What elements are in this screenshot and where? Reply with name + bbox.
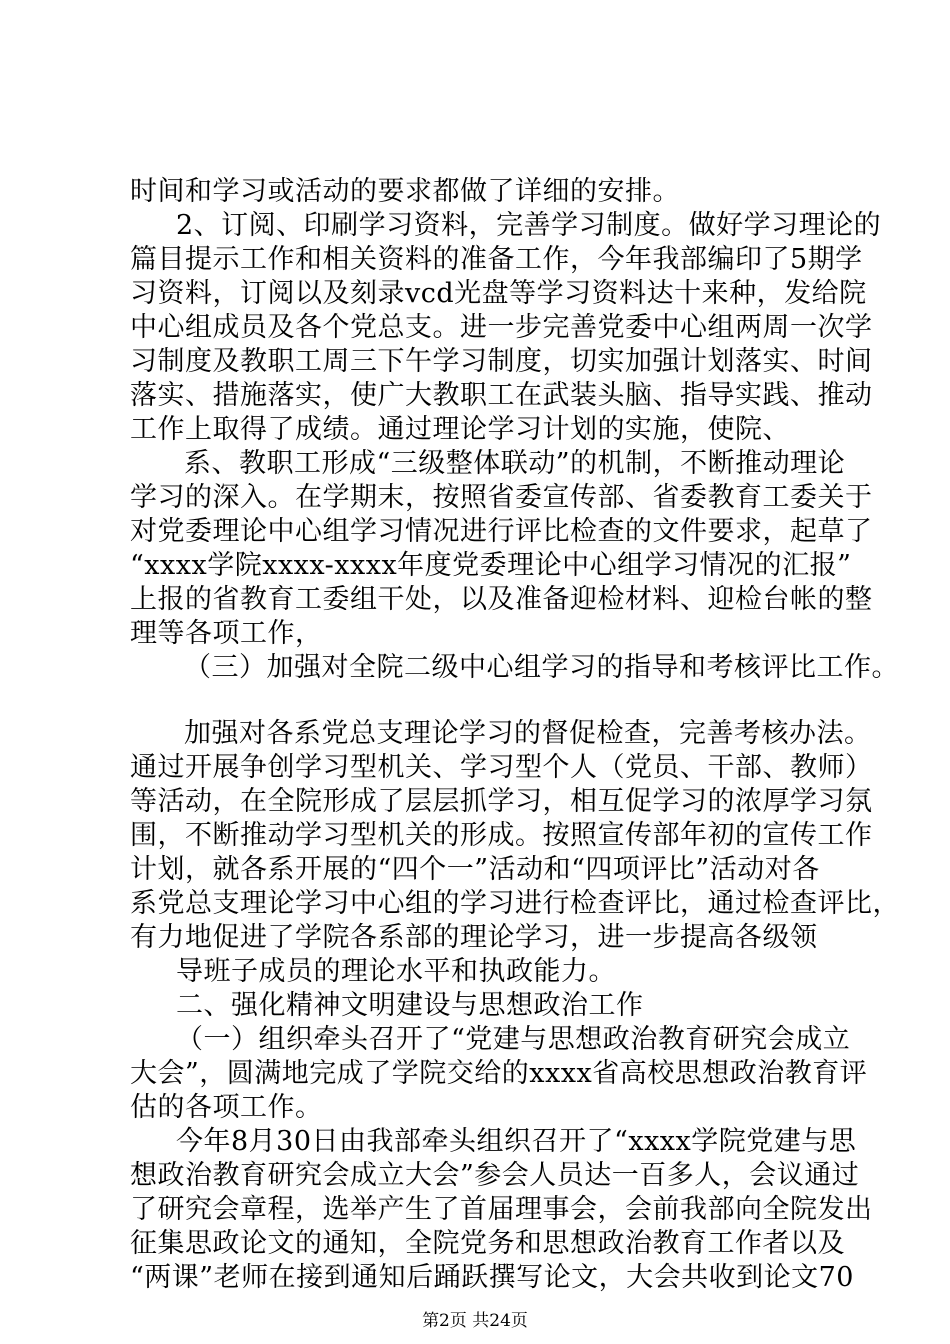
text-line: 等活动，在全院形成了层层抓学习，相互促学习的浓厚学习氛 xyxy=(130,786,873,817)
text-line: 时间和学习或活动的要求都做了详细的安排。 xyxy=(130,176,680,207)
text-line: 2、订阅、印刷学习资料，完善学习制度。做好学习理论的 xyxy=(176,210,882,241)
text-line: 系党总支理论学习中心组的学习进行检查评比，通过检查评比， xyxy=(130,888,900,919)
text-line: 今年8月30日由我部牵头组织召开了“xxxx学院党建与思 xyxy=(176,1126,857,1157)
text-line: 中心组成员及各个党总支。进一步完善党委中心组两周一次学 xyxy=(130,312,873,343)
text-line: 大会”，圆满地完成了学院交给的xxxx省高校思想政治教育评 xyxy=(130,1058,868,1089)
text-line: 征集思政论文的通知，全院党务和思想政治教育工作者以及 xyxy=(130,1228,845,1259)
text-line: 学习的深入。在学期末，按照省委宣传部、省委教育工委关于 xyxy=(130,482,873,513)
text-line: 了研究会章程，选举产生了首届理事会，会前我部向全院发出 xyxy=(130,1194,873,1225)
text-line: “两课”老师在接到通知后踊跃撰写论文，大会共收到论文70 xyxy=(130,1262,854,1293)
text-line: 有力地促进了学院各系部的理论学习，进一步提高各级领 xyxy=(130,922,818,953)
text-line: “xxxx学院xxxx-xxxx年度党委理论中心组学习情况的汇报” xyxy=(130,550,852,581)
text-line: 落实、措施落实，使广大教职工在武装头脑、指导实践、推动 xyxy=(130,380,873,411)
page-number-footer: 第2页 共24页 xyxy=(422,1311,528,1331)
text-line: 篇目提示工作和相关资料的准备工作，今年我部编印了5期学 xyxy=(130,244,863,275)
text-line: 理等各项工作， xyxy=(130,618,323,649)
text-line: 导班子成员的理论水平和执政能力。 xyxy=(176,956,616,987)
text-line: 习资料，订阅以及刻录vcd光盘等学习资料达十来种，发给院 xyxy=(130,278,867,309)
text-line: 工作上取得了成绩。通过理论学习计划的实施，使院、 xyxy=(130,414,790,445)
text-line: 想政治教育研究会成立大会”参会人员达一百多人，会议通过 xyxy=(130,1160,860,1191)
section-heading: （三）加强对全院二级中心组学习的指导和考核评比工作。 xyxy=(184,652,899,683)
text-line: 上报的省教育工委组干处，以及准备迎检材料、迎检台帐的整 xyxy=(130,584,873,615)
text-line: 加强对各系党总支理论学习的督促检查，完善考核办法。 xyxy=(184,718,872,749)
text-line: 系、教职工形成“三级整体联动”的机制，不断推动理论 xyxy=(184,448,846,479)
text-line: 计划，就各系开展的“四个一”活动和“四项评比”活动对各 xyxy=(130,854,820,885)
text-line: 通过开展争创学习型机关、学习型个人（党员、干部、教师） xyxy=(130,752,873,783)
subsection-heading: （一）组织牵头召开了“党建与思想政治教育研究会成立 xyxy=(176,1024,851,1055)
text-line: 估的各项工作。 xyxy=(130,1092,323,1123)
section-heading: 二、强化精神文明建设与思想政治工作 xyxy=(176,990,644,1021)
text-line: 习制度及教职工周三下午学习制度，切实加强计划落实、时间 xyxy=(130,346,873,377)
text-line: 围，不断推动学习型机关的形成。按照宣传部年初的宣传工作 xyxy=(130,820,873,851)
text-line: 对党委理论中心组学习情况进行评比检查的文件要求，起草了 xyxy=(130,516,873,547)
